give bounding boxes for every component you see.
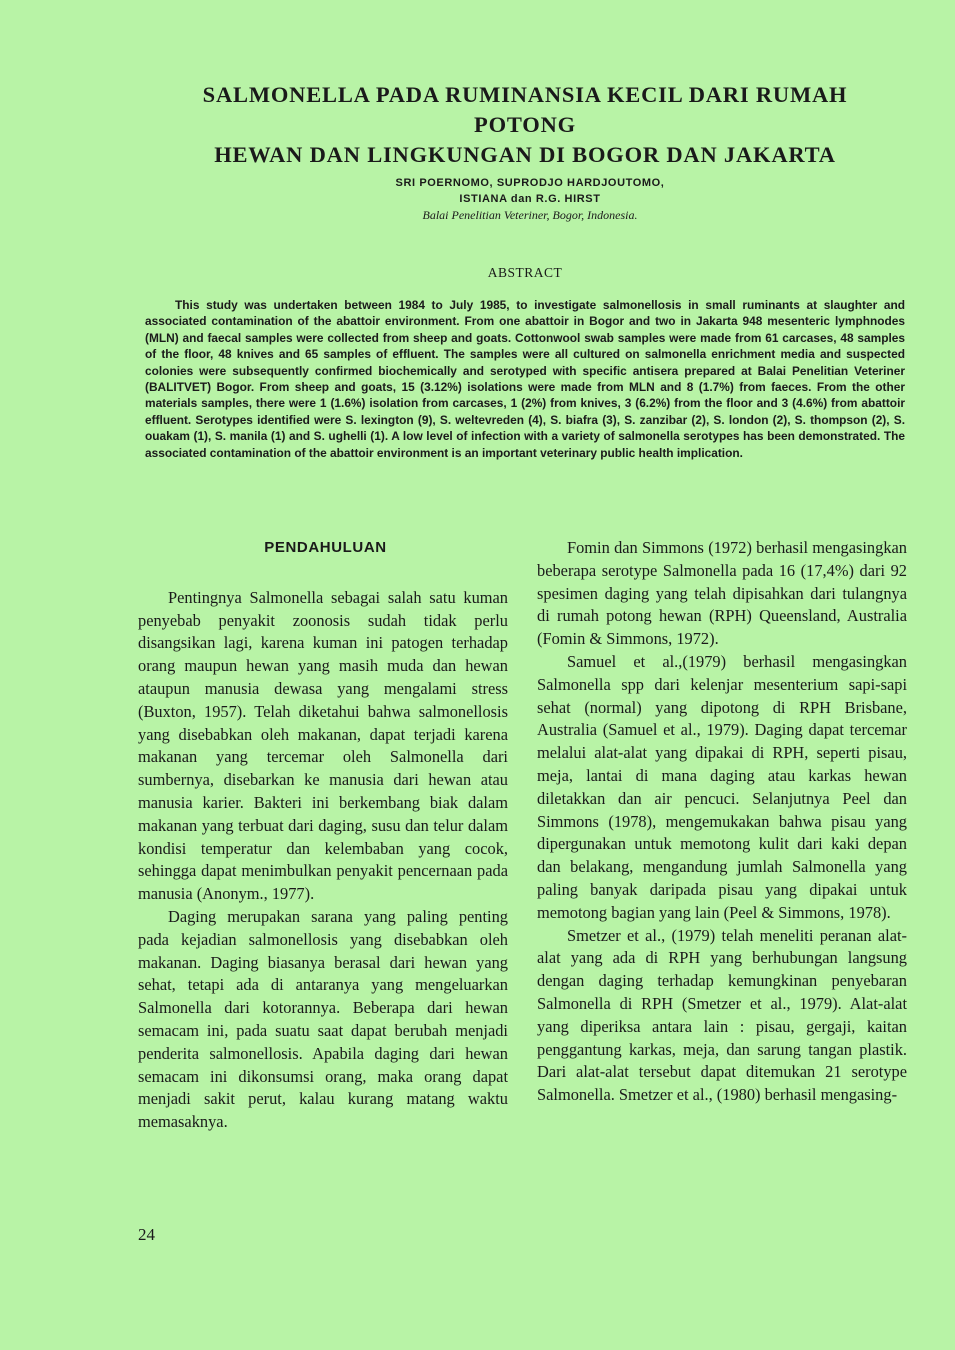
authors-line-2: ISTIANA dan R.G. HIRST [459,193,601,205]
body-paragraph: Fomin dan Simmons (1972) berhasil mengasingkan beberapa serotype Salmonella pada 16 (17,4%) dari 92 spesimen daging yang telah dipisahkan dari tulangnya di rumah potong hewan (RPH) Queensland, Australia (Fomin & Simmons, 1972). [537,538,907,649]
title-line-1: SALMONELLA PADA RUMINANSIA KECIL DARI RUMAH POTONG [202,82,848,137]
paper-title [150,80,900,170]
authors-line-1: SRI POERNOMO, SUPRODJO HARDJOUTOMO, [395,177,665,189]
abstract-heading: ABSTRACT [487,265,563,280]
body-paragraph: Daging merupakan sarana yang paling penting pada kejadian salmonellosis yang disebabkan oleh makanan. Daging biasanya berasal dari hewan yang sehat, tetapi ada di antaranya yang mengeluarkan Salmonella dari kotorannya. Beberapa dari hewan semacam ini, pada suatu saat dapat berubah menjadi penderita salmonellosis. Apabila daging dari hewan semacam ini dikonsumsi orang, maka orang dapat menjadi sakit perut, kalau kurang matang waktu memasaknya. [138,906,508,1132]
body-paragraph: Samuel et al.,(1979) berhasil mengasingkan Salmonella spp dari kelenjar mesenterium sapi-sapi sehat (normal) yang dipotong di RPH Brisbane, Australia (Samuel et al., 1979). Daging dapat tercemar melalui alat-alat yang dipakai di RPH, seperti pisau, meja, lantai di mana daging atau karkas hewan diletakkan dan air pencuci. Selanjutnya Peel dan Simmons (1978), mengemukakan bahwa pisau yang dipergunakan untuk memotong kulit dari kaki depan dan belakang, mengandung jumlah Salmonella yang paling banyak daripada pisau yang dipakai untuk memotong bagian yang lain (Peel & Simmons, 1978). [537,651,907,922]
body-paragraph: Smetzer et al., (1979) telah meneliti peranan alat-alat yang ada di RPH yang berhubungan langsung dengan daging terhadap kemungkinan penyebaran Salmonella di RPH (Smetzer et al., 1979). Alat-alat yang diperiksa antara lain : pisau, gergaji, kaitan penggantung karkas, meja, dan sarung tangan plastik. Dari alat-alat tersebut dapat ditemukan 21 serotype Salmonella. Smetzer et al., (1980) berhasil mengasing- [537,925,907,1105]
left-column [138,537,508,1134]
page-number: 24 [138,1225,155,1244]
right-column [537,537,907,1107]
author-block [300,175,760,207]
affiliation: Balai Penelitian Veteriner, Bogor, Indonesia. [422,208,638,222]
title-line-2: HEWAN DAN LINGKUNGAN DI BOGOR DAN JAKARTA [214,142,836,167]
body-paragraph: Pentingnya Salmonella sebagai salah satu kuman penyebab penyakit zoonosis sudah tidak perlu disangsikan lagi, karena kuman ini patogen terhadap orang maupun hewan yang masih muda dan hewan ataupun manusia dewasa yang mengalami stress (Buxton, 1957). Telah diketahui bahwa salmonellosis yang disebabkan oleh makanan, dapat terjadi karena makanan yang tercemar oleh Salmonella dari sumbernya, disebarkan ke manusia dari hewan atau manusia karier. Bakteri ini berkembang biak dalam makanan yang terbuat dari daging, susu dan telur dalam kondisi temperatur dan kelembaban yang cocok, sehingga dapat menimbulkan penyakit pencernaan pada manusia (Anonym., 1977). [138,587,508,904]
abstract-text: This study was undertaken between 1984 to July 1985, to investigate salmonellosis in small ruminants at slaughter and associated contamination of the abattoir environment. From one abattoir in Bogor and two in Jakarta 948 mesenteric lymphnodes (MLN) and faecal samples were collected from sheep and goats. Cottonwool swab samples were made from 61 carcases, 48 samples of the floor, 48 knives and 65 samples of effluent. The samples were all cultured on salmonella enrichment media and suspected colonies were subsequently confirmed biochemically and serotyped with specific antisera prepared at Balai Penelitian Veteriner (BALITVET) Bogor. From sheep and goats, 15 (3.12%) isolations were made from MLN and 8 (1.7%) from faeces. From the other materials samples, there were 1 (1.6%) isolation from carcases, 1 (2%) from knives, 3 (6.2%) from the floor and 3 (4.6%) from abattoir effluent. Serotypes identified were S. lexington (9), S. weltevreden (4), S. biafra (3), S. zanzibar (2), S. london (2), S. thompson (2), S. ouakam (1), S. manila (1) and S. ughelli (1). A low level of infection with a variety of salmonella serotypes has been demonstrated. The associated contamination of the abattoir environment is an important veterinary public health implication. [145,298,905,460]
section-heading-pendahuluan: PENDAHULUAN [264,539,387,556]
